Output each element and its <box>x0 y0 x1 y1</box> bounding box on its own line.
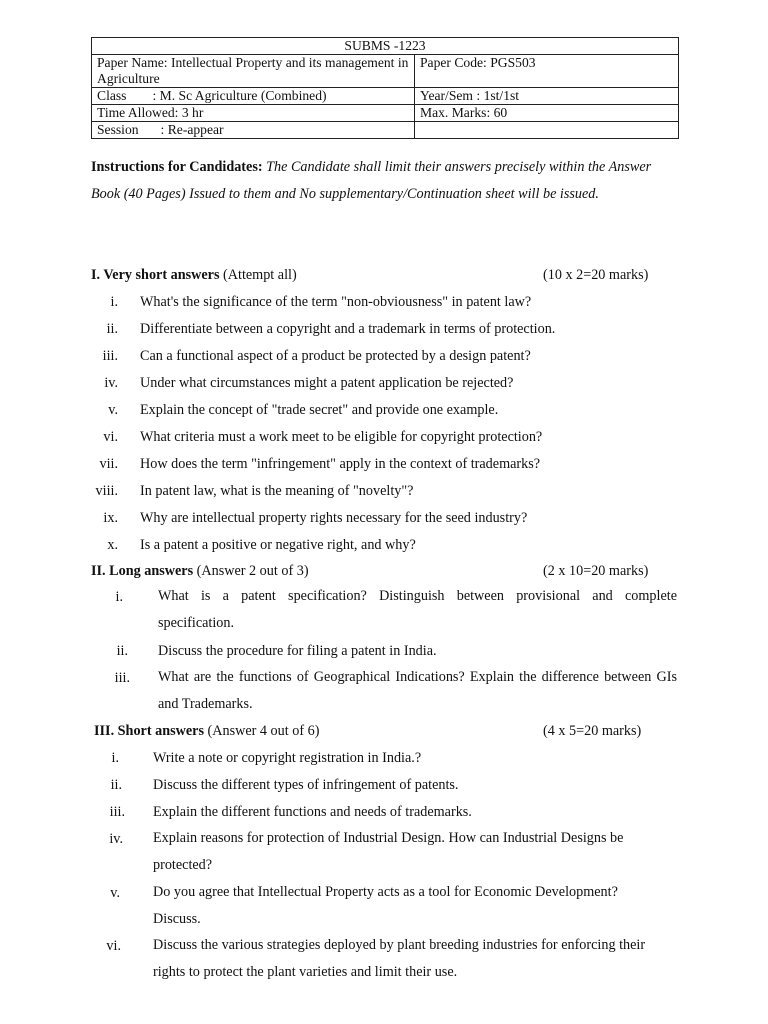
question-number: i. <box>111 750 119 766</box>
question-text: In patent law, what is the meaning of "novelty"? <box>140 483 414 499</box>
question-number: iv. <box>104 375 118 391</box>
question-text: How does the term "infringement" apply in the context of trademarks? <box>140 456 541 472</box>
question-number: viii. <box>95 483 118 499</box>
paper-series-code: SUBMS -1223 <box>92 38 679 55</box>
section-marks: (10 x 2=20 marks) <box>543 267 649 283</box>
paper-name: Paper Name: Intellectual Property and its management in Agriculture <box>92 55 415 88</box>
question-text: What are the functions of Geographical Indications? Explain the difference between GIs and Trademarks. <box>158 669 677 712</box>
question-number: ix. <box>103 510 118 526</box>
question-number: vi. <box>103 429 118 445</box>
paper-info-table <box>91 37 679 139</box>
year-sem: Year/Sem : 1st/1st <box>415 88 679 105</box>
class-label: Class <box>97 88 127 103</box>
time-allowed: Time Allowed: 3 hr <box>92 105 415 122</box>
instructions-label: Instructions for Candidates: <box>91 159 263 175</box>
section-2-heading <box>91 562 676 580</box>
section-title: III. Short answers <box>94 723 204 739</box>
question-text: What's the significance of the term "non-obviousness" in patent law? <box>140 294 532 310</box>
section-title: I. Very short answers <box>91 267 220 283</box>
session-cell <box>92 122 415 139</box>
question-number: iii. <box>114 670 130 686</box>
class-value: : M. Sc Agriculture (Combined) <box>152 88 327 103</box>
question-number: ii. <box>106 321 118 337</box>
section-title: II. Long answers <box>91 563 194 579</box>
question-number: iii. <box>109 804 125 820</box>
question-text: Explain the concept of "trade secret" and provide one example. <box>140 402 499 418</box>
session-label: Session <box>97 122 139 137</box>
question-number: iii. <box>102 348 118 364</box>
question-text: What criteria must a work meet to be eligible for copyright protection? <box>140 429 543 445</box>
question-number: iv. <box>109 831 123 847</box>
question-text: Explain reasons for protection of Industrial Design. How can Industrial Designs be protected? <box>153 830 624 873</box>
question-text: Explain the different functions and needs of trademarks. <box>153 804 472 820</box>
question-text: Discuss the different types of infringement of patents. <box>153 777 459 793</box>
empty-cell <box>415 122 679 139</box>
instructions <box>91 154 681 208</box>
question-number: i. <box>115 589 123 605</box>
max-marks: Max. Marks: 60 <box>415 105 679 122</box>
question-number: v. <box>110 885 120 901</box>
question-number: x. <box>107 537 118 553</box>
section-3-heading <box>94 722 679 740</box>
question-text: Write a note or copyright registration in India.? <box>153 750 422 766</box>
question-text: Is a patent a positive or negative right, and why? <box>140 537 416 553</box>
instructions-text: The Candidate shall limit their answers precisely within the Answer Book (40 Pages) Issued to them and No supplementary/Continuation sheet will be issued. <box>91 159 652 202</box>
question-text: Can a functional aspect of a product be protected by a design patent? <box>140 348 531 364</box>
question-number: vi. <box>106 938 121 954</box>
question-number: ii. <box>116 643 128 659</box>
class-cell <box>92 88 415 105</box>
question-text: Differentiate between a copyright and a trademark in terms of protection. <box>140 321 556 337</box>
section-note: (Attempt all) <box>223 267 297 283</box>
question-number: ii. <box>110 777 122 793</box>
question-text: Discuss the procedure for filing a patent in India. <box>158 643 437 659</box>
section-note: (Answer 2 out of 3) <box>196 563 309 579</box>
question-text: Do you agree that Intellectual Property acts as a tool for Economic Development? Discuss. <box>153 884 618 927</box>
section-marks: (4 x 5=20 marks) <box>543 723 642 739</box>
question-number: v. <box>108 402 118 418</box>
question-text: What is a patent specification? Distinguish between provisional and complete specification. <box>158 588 677 631</box>
session-value: : Re-appear <box>160 122 224 137</box>
question-number: i. <box>110 294 118 310</box>
section-1-heading <box>91 266 676 284</box>
question-number: vii. <box>99 456 118 472</box>
section-marks: (2 x 10=20 marks) <box>543 563 649 579</box>
paper-code: Paper Code: PGS503 <box>415 55 679 88</box>
question-text: Discuss the various strategies deployed by plant breeding industries for enforcing their rights to protect the plant varieties and limit their use. <box>153 937 646 980</box>
question-text: Under what circumstances might a patent application be rejected? <box>140 375 514 391</box>
section-note: (Answer 4 out of 6) <box>207 723 320 739</box>
question-text: Why are intellectual property rights necessary for the seed industry? <box>140 510 528 526</box>
